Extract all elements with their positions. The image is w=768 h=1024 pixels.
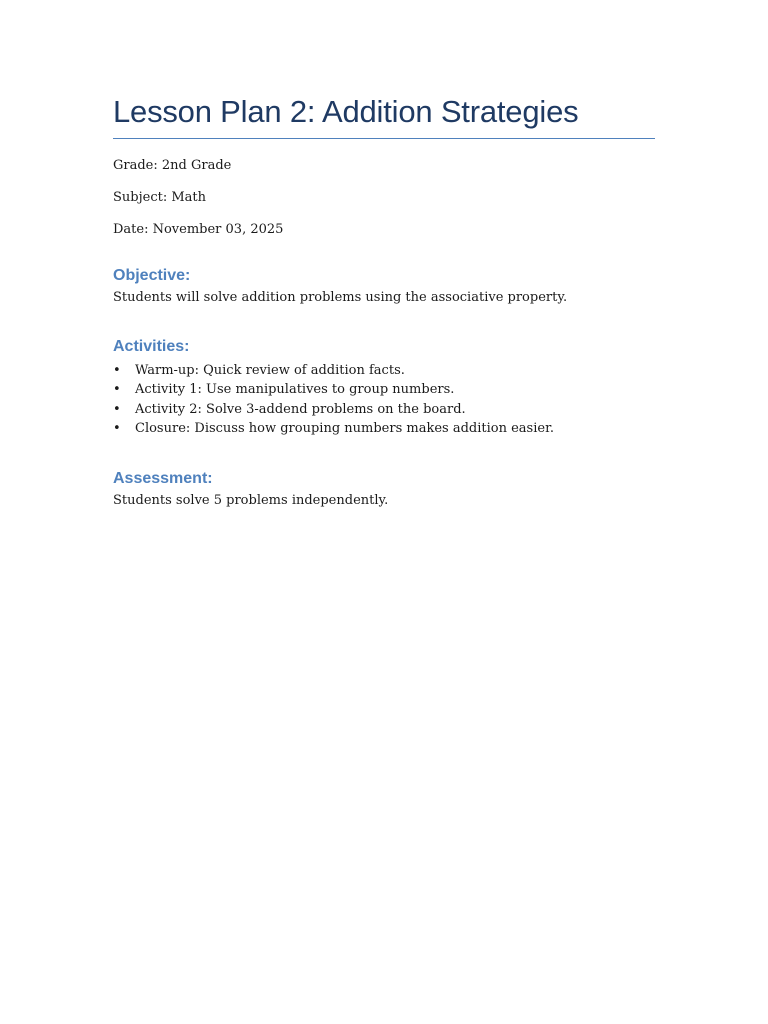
spacer — [113, 438, 655, 469]
list-item-text: Closure: Discuss how grouping numbers makes addition easier. — [135, 420, 554, 436]
bullet-icon: • — [113, 401, 121, 417]
subject-line: Subject: Math — [113, 190, 206, 205]
date-line: Date: November 03, 2025 — [113, 222, 284, 237]
list-item — [113, 361, 655, 380]
bullet-icon: • — [113, 363, 121, 378]
list-item — [113, 400, 655, 419]
assessment-heading: Assessment: — [113, 470, 213, 488]
bullet-icon: • — [113, 420, 121, 436]
assessment-section — [113, 469, 655, 509]
objective-heading: Objective: — [113, 267, 191, 284]
activities-list — [113, 361, 655, 438]
activities-heading: Activities: — [113, 338, 190, 355]
assessment-text: Students solve 5 problems independently. — [113, 493, 389, 509]
objective-text: Students will solve addition problems using the associative property. — [113, 290, 568, 305]
title-underline — [113, 138, 655, 139]
list-item-text: Activity 2: Solve 3-addend problems on the board. — [135, 401, 466, 417]
list-item-text: Warm-up: Quick review of addition facts. — [135, 363, 405, 378]
list-item-text: Activity 1: Use manipulatives to group numbers. — [135, 382, 455, 398]
spacer — [113, 238, 655, 266]
list-item — [113, 419, 655, 438]
activities-section — [113, 337, 655, 438]
document-content — [113, 92, 655, 509]
objective-section — [113, 266, 655, 306]
list-item — [113, 380, 655, 399]
page-title: Lesson Plan 2: Addition Strategies — [113, 94, 579, 129]
bullet-icon: • — [113, 382, 121, 398]
grade-line: Grade: 2nd Grade — [113, 158, 232, 173]
spacer — [113, 306, 655, 337]
